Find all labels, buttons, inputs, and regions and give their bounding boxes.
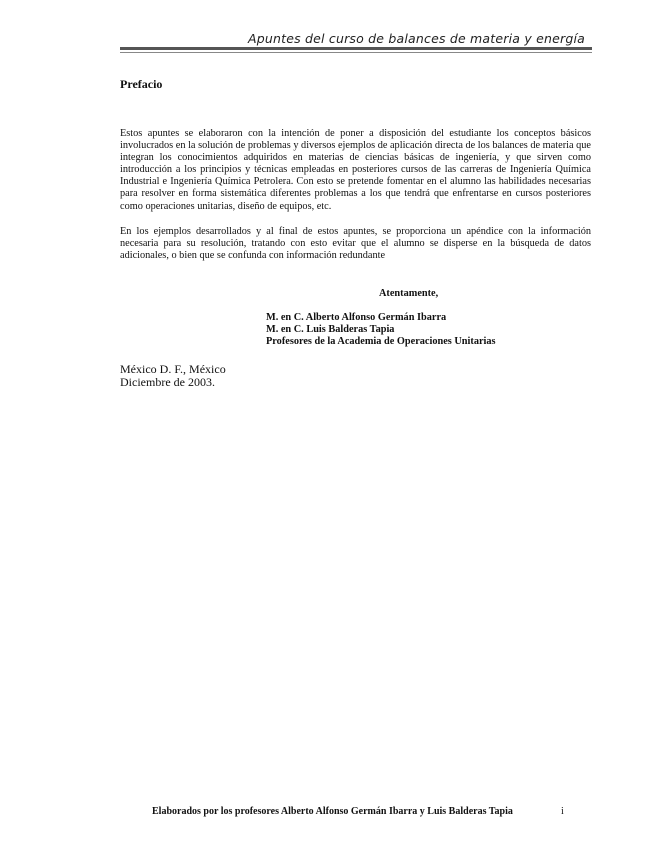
place-line: México D. F., México xyxy=(120,362,226,376)
page-number: i xyxy=(561,806,564,817)
paragraph-1: Estos apuntes se elaboraron con la intención de poner a disposición del estudiante los conceptos básicos involucrados en la solución de problemas y diversos ejemplos de aplicación directa de los balances de materia que integran los conocimientos adquiridos en materias de ciencias básicas de ingeniería, y que sirven como introducción a los principios y técnicas empleadas en posteriores cursos de las carreras de Ingeniería Química Industrial e Ingeniería Química Petrolera. Con esto se pretende fomentar en el alumno las habilidades necesarias para resolver en forma sistemática diferentes problemas a los que tendrá que enfrentarse en cursos posteriores como operaciones unitarias, diseño de equipos, etc. xyxy=(120,128,591,212)
footer-credit: Elaborados por los profesores Alberto Alfonso Germán Ibarra y Luis Balderas Tapia xyxy=(152,806,513,817)
running-header: Apuntes del curso de balances de materia y energía xyxy=(248,31,585,46)
header-rule-thin xyxy=(120,52,592,53)
section-title: Prefacio xyxy=(120,77,163,91)
closing-salutation: Atentamente, xyxy=(379,288,439,299)
header-rule xyxy=(120,47,592,50)
date-line: Diciembre de 2003. xyxy=(120,375,215,389)
signatory-1: M. en C. Alberto Alfonso Germán Ibarra xyxy=(266,312,447,323)
signatory-2: M. en C. Luis Balderas Tapia xyxy=(266,324,395,335)
signatory-affiliation: Profesores de la Academia de Operaciones Unitarias xyxy=(266,336,496,347)
paragraph-2: En los ejemplos desarrollados y al final de estos apuntes, se proporciona un apéndice con la información necesaria para su resolución, tratando con esto evitar que el alumno se disperse en la búsqueda de datos adicionales, o bien que se confunda con información redundante xyxy=(120,226,591,262)
